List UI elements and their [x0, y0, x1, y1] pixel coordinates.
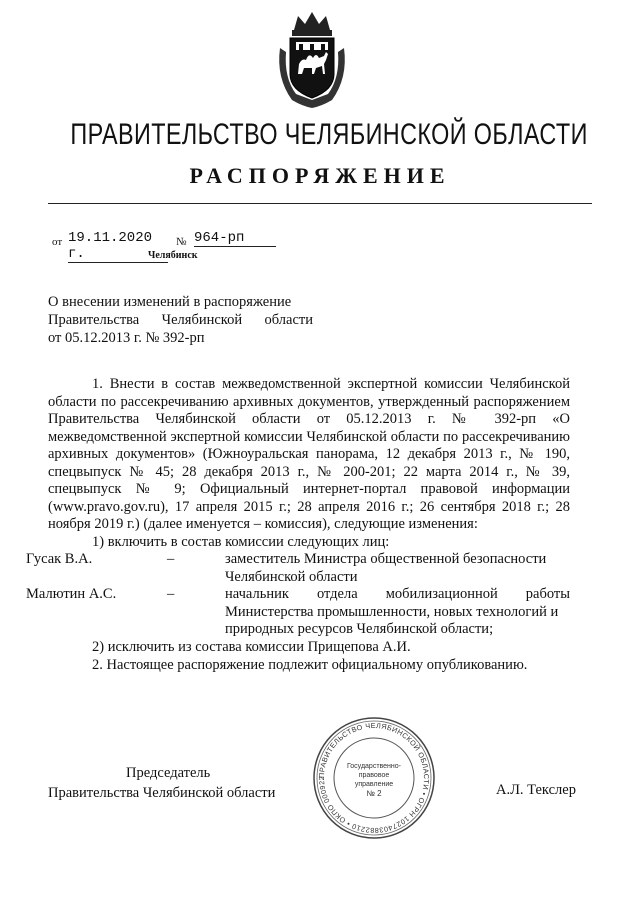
- subject-line: Правительства Челябинской области: [48, 312, 313, 328]
- member-dash: –: [167, 586, 175, 602]
- subject-line: от 05.12.2013 г. № 392-рп: [48, 330, 205, 346]
- seal-center-text: управление: [354, 781, 394, 788]
- member-position: Челябинской области: [225, 568, 358, 585]
- signatory-name: А.Л. Текслер: [496, 782, 576, 798]
- signatory-title-line: Правительства Челябинской области: [48, 785, 276, 801]
- document-number: 964-рп: [194, 230, 276, 247]
- include-clause: 1) включить в состав комиссии следующих лиц:: [92, 533, 390, 550]
- number-label: №: [176, 236, 187, 248]
- seal-outer-text: ПРАВИТЕЛЬСТВО ЧЕЛЯБИНСКОЙ ОБЛАСТИ • ОГРН 1027403882210 • ОКПО 000922: [316, 720, 432, 836]
- header-divider: [48, 203, 592, 204]
- date-from-label: от: [52, 236, 63, 248]
- member-position: Министерства промышленности, новых технологий и: [225, 603, 559, 620]
- document-type: РАСПОРЯЖЕНИЕ: [189, 163, 451, 188]
- city-name: Челябинск: [148, 250, 198, 261]
- paragraph-2: 2. Настоящее распоряжение подлежит официальному опубликованию.: [92, 656, 528, 673]
- document-body: [26, 376, 570, 674]
- official-seal: [312, 716, 436, 840]
- member-name: Гусак В.А.: [26, 551, 93, 567]
- seal-center-text: № 2: [366, 789, 382, 798]
- signatory-title-line: Председатель: [126, 765, 211, 781]
- government-title: ПРАВИТЕЛЬСТВО ЧЕЛЯБИНСКОЙ ОБЛАСТИ: [70, 118, 588, 151]
- signatory-title: [48, 763, 275, 803]
- member-dash: –: [167, 551, 175, 567]
- member-position: природных ресурсов Челябинской области;: [225, 621, 494, 637]
- seal-graphic: [312, 716, 436, 840]
- exclude-clause: 2) исключить из состава комиссии Прищепова А.И.: [92, 639, 411, 655]
- coat-of-arms-emblem: [272, 8, 352, 110]
- document-subject: [48, 293, 313, 347]
- seal-center-text: Государственно-: [346, 763, 402, 770]
- chelyabinsk-coat-of-arms-icon: [272, 8, 352, 110]
- member-name: Малютин А.С.: [26, 586, 117, 602]
- seal-center-text: правовое: [358, 772, 390, 779]
- member-position: начальник отдела мобилизационной работы: [225, 586, 570, 602]
- document-date: 19.11.2020 г.: [68, 230, 168, 263]
- member-entry: [26, 551, 570, 586]
- member-position: заместитель Министра общественной безопасности: [225, 551, 547, 567]
- paragraph-1: 1. Внести в состав межведомственной экспертной комиссии Челябинской области по рассекречиванию архивных документов, утвержденный распоряжением Правительства Челябинской области от 05.12.2013 г. № 392-рп «О межведомственной экспертной комиссии Челябинской области по рассекречиванию архивных документов» (Южноуральская панорама, 12 декабря 2013 г., № 190, спецвыпуск № 45; 28 декабря 2013 г., № 200-201; 22 марта 2014 г., № 39, спецвыпуск № 9; Официальный интернет-портал правовой информации (www.pravo.gov.ru), 17 апреля 2015 г.; 28 апреля 2016 г.; 26 сентября 2018 г.; 28 ноября 2019 г.) (далее именуется – комиссия), следующие изменения:: [48, 376, 570, 532]
- member-entry: [26, 586, 570, 639]
- subject-line: О внесении изменений в распоряжение: [48, 294, 292, 310]
